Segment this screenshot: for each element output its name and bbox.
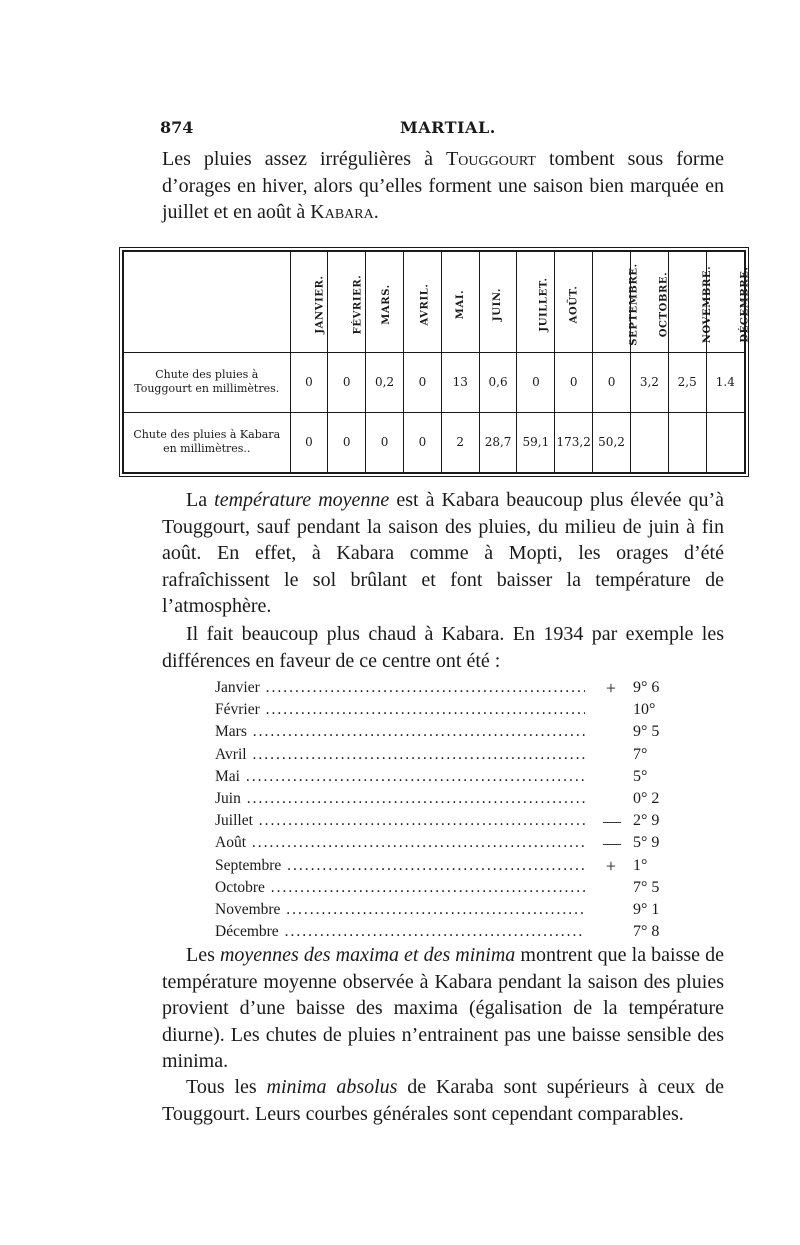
table-cell: 0: [593, 352, 631, 412]
table-cell: 0: [403, 412, 441, 472]
table-cell: 173,2: [555, 412, 593, 472]
table-cell: [668, 412, 706, 472]
list-item: Septembre ..... + 1°: [215, 855, 685, 877]
col-header: MAI.: [441, 252, 479, 352]
intro-text-1: Les pluies assez irrégulières à: [162, 148, 447, 170]
intro-text-3: .: [373, 201, 379, 223]
col-header: OCTOBRE.: [630, 252, 668, 352]
table-cell: 0: [328, 412, 366, 472]
list-item: Février ..... 10°: [215, 699, 685, 721]
para4-text-2: montrent que la baisse de température moyenne observée à Kabara pendant la saison des pluies provient d’une baisse des maxima (égalisation de la température diurne). Les chutes de pluies n’entrainent pas une baisse sensible des minima.: [162, 944, 724, 1072]
row-label: Chute des pluies à Touggourt en millimètres.: [124, 352, 290, 412]
col-header: SEPTEMBRE.: [593, 252, 631, 352]
running-head: MARTIAL.: [400, 118, 496, 137]
list-item: Mai ..... 5°: [215, 766, 685, 788]
para5-emphasis: minima absolus: [266, 1076, 398, 1098]
intro-text-2: tombent sous forme d’orages en hiver, alors qu’elles forment une saison bien marquée en juillet et en août à: [162, 148, 724, 223]
temperature-difference-list: [215, 677, 685, 943]
col-header: AVRIL.: [403, 252, 441, 352]
table-cell: 28,7: [479, 412, 517, 472]
table-cell: 59,1: [517, 412, 555, 472]
averages-paragraph: [162, 942, 724, 1075]
para2-text-1: La: [186, 489, 215, 511]
table-cell: 13: [441, 352, 479, 412]
para4-text-1: Les: [186, 944, 220, 966]
table-row: [124, 412, 744, 472]
row-label: Chute des pluies à Kabara en millimètres..: [133, 428, 281, 456]
list-item: Décembre ..... 7° 8: [215, 921, 685, 943]
list-item: Novembre ..... 9° 1: [215, 899, 685, 921]
table-cell: 1.4: [706, 352, 744, 412]
list-item: Mars ..... 9° 5: [215, 721, 685, 743]
table-row: [124, 352, 744, 412]
list-item: Juin ..... 0° 2: [215, 788, 685, 810]
table-cell: 2: [441, 412, 479, 472]
table-cell: 0: [366, 412, 404, 472]
table-corner: [124, 252, 290, 352]
comparison-paragraph: Il fait beaucoup plus chaud à Kabara. En 1934 par exemple les différences en faveur de ce centre ont été :: [162, 623, 724, 672]
table-cell: 0,6: [479, 352, 517, 412]
para2-text-2: est à Kabara beaucoup plus élevée qu’à Touggourt, sauf pendant la saison des pluies, du milieu de juin à fin août. En effet, à Kabara comme à Mopti, les orages d’été rafraîchissent le sol brûlant et font baisser la température de l’atmosphère.: [162, 489, 724, 617]
table-cell: 3,2: [630, 352, 668, 412]
list-item: Août ..... — 5° 9: [215, 832, 685, 854]
para2-emphasis: température moyenne: [214, 489, 390, 511]
col-header: JANVIER.: [290, 252, 328, 352]
intro-paragraph: [162, 146, 724, 226]
rainfall-table: [122, 250, 751, 474]
col-header: JUILLET.: [517, 252, 555, 352]
table-cell: 2,5: [668, 352, 706, 412]
table-cell: 0,2: [366, 352, 404, 412]
col-header: AOÛT.: [555, 252, 593, 352]
list-item: Avril ..... 7°: [215, 744, 685, 766]
table-cell: 0: [328, 352, 366, 412]
table-cell: [706, 412, 744, 472]
col-header: DÉCEMBRE.: [706, 252, 744, 352]
col-header: NOVEMBRE.: [668, 252, 706, 352]
absolute-minima-paragraph: [162, 1074, 724, 1127]
para5-text-1: Tous les: [186, 1076, 267, 1098]
table-cell: 0: [290, 412, 328, 472]
col-header: JUIN.: [479, 252, 517, 352]
list-item: Octobre ..... 7° 5: [215, 877, 685, 899]
col-header: MARS.: [366, 252, 404, 352]
page-number: 874: [160, 118, 194, 137]
table-cell: 0: [517, 352, 555, 412]
table-header-row: [124, 252, 744, 352]
table-cell: 0: [555, 352, 593, 412]
temperature-paragraph: [162, 487, 724, 620]
place-name-touggourt: Touggourt: [446, 148, 536, 170]
para4-emphasis: moyennes des maxima et des minima: [219, 944, 516, 966]
table-cell: 50,2: [593, 412, 631, 472]
list-item: Janvier ..... + 9° 6: [215, 677, 685, 699]
table-cell: 0: [290, 352, 328, 412]
place-name-kabara: Kabara: [310, 201, 374, 223]
col-header: FÉVRIER.: [328, 252, 366, 352]
list-item: Juillet ..... — 2° 9: [215, 810, 685, 832]
table-cell: [630, 412, 668, 472]
table-cell: 0: [403, 352, 441, 412]
page-header: [160, 118, 735, 144]
para5-text-2: de Karaba sont supérieurs à ceux de Touggourt. Leurs courbes générales sont cependant comparables.: [162, 1076, 724, 1125]
